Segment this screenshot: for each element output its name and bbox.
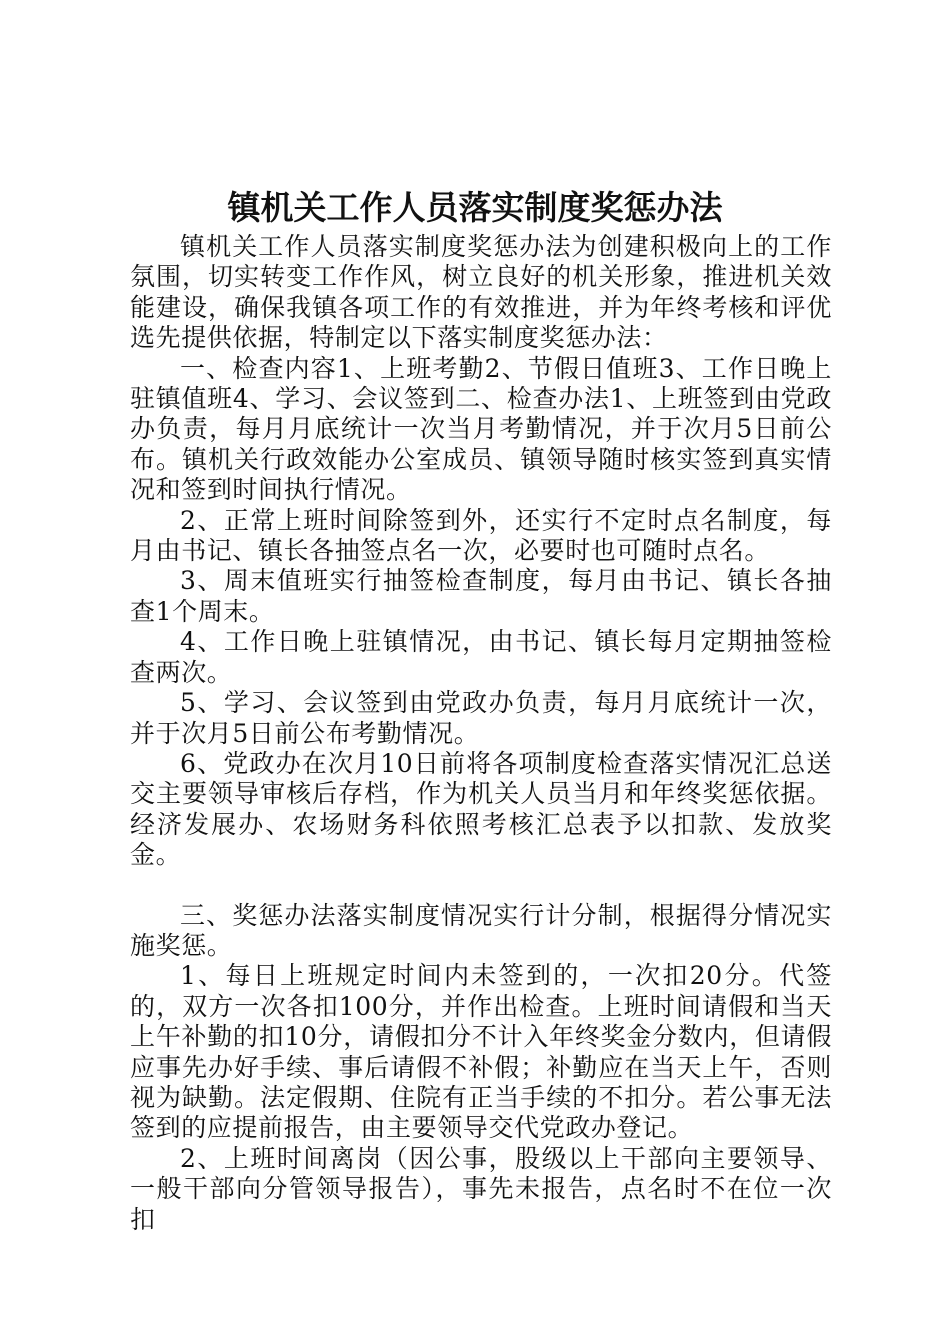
paragraph-inspection: 一、检查内容1、上班考勤2、节假日值班3、工作日晚上驻镇值班4、学习、会议签到二、检查办法1、上班签到由党政办负责，每月月底统计一次当月考勤情况，并于次月5日前公布。镇机关行政效能办公室成员、镇领导随时核实签到真实情况和签到时间执行情况。 xyxy=(130,353,832,505)
paragraph-item-6: 6、党政办在次月10日前将各项制度检查落实情况汇总送交主要领导审核后存档，作为机关人员当月和年终奖惩依据。经济发展办、农场财务科依照考核汇总表予以扣款、发放奖金。 xyxy=(130,748,832,870)
paragraph-item-5: 5、学习、会议签到由党政办负责，每月月底统计一次，并于次月5日前公布考勤情况。 xyxy=(130,688,832,748)
paragraph-gap xyxy=(130,871,832,901)
paragraph-rule-1: 1、每日上班规定时间内未签到的，一次扣20分。代签的，双方一次各扣100分，并作出检查。上班时间请假和当天上午补勤的扣10分，请假扣分不计入年终奖金分数内，但请假应事先办好手续、事后请假不补假；补勤应在当天上午，否则视为缺勤。法定假期、住院有正当手续的不扣分。若公事无法签到的应提前报告，由主要领导交代党政办登记。 xyxy=(130,961,832,1143)
document-title: 镇机关工作人员落实制度奖惩办法 xyxy=(227,188,723,227)
paragraph-item-2: 2、正常上班时间除签到外，还实行不定时点名制度，每月由书记、镇长各抽签点名一次，必要时也可随时点名。 xyxy=(130,505,832,566)
paragraph-rule-2: 2、上班时间离岗（因公事，股级以上干部向主要领导、一般干部向分管领导报告），事先未报告，点名时不在位一次扣 xyxy=(130,1143,832,1234)
document-body xyxy=(130,232,832,1235)
paragraph-item-4: 4、工作日晚上驻镇情况，由书记、镇长每月定期抽签检查两次。 xyxy=(130,627,832,687)
paragraph-intro: 镇机关工作人员落实制度奖惩办法为创建积极向上的工作氛围，切实转变工作作风，树立良好的机关形象，推进机关效能建设，确保我镇各项工作的有效推进，并为年终考核和评优选先提供依据，特制定以下落实制度奖惩办法： xyxy=(130,232,832,353)
paragraph-section-3: 三、奖惩办法落实制度情况实行计分制，根据得分情况实施奖惩。 xyxy=(130,900,832,960)
paragraph-item-3: 3、周末值班实行抽签检查制度，每月由书记、镇长各抽查1个周末。 xyxy=(130,566,832,626)
